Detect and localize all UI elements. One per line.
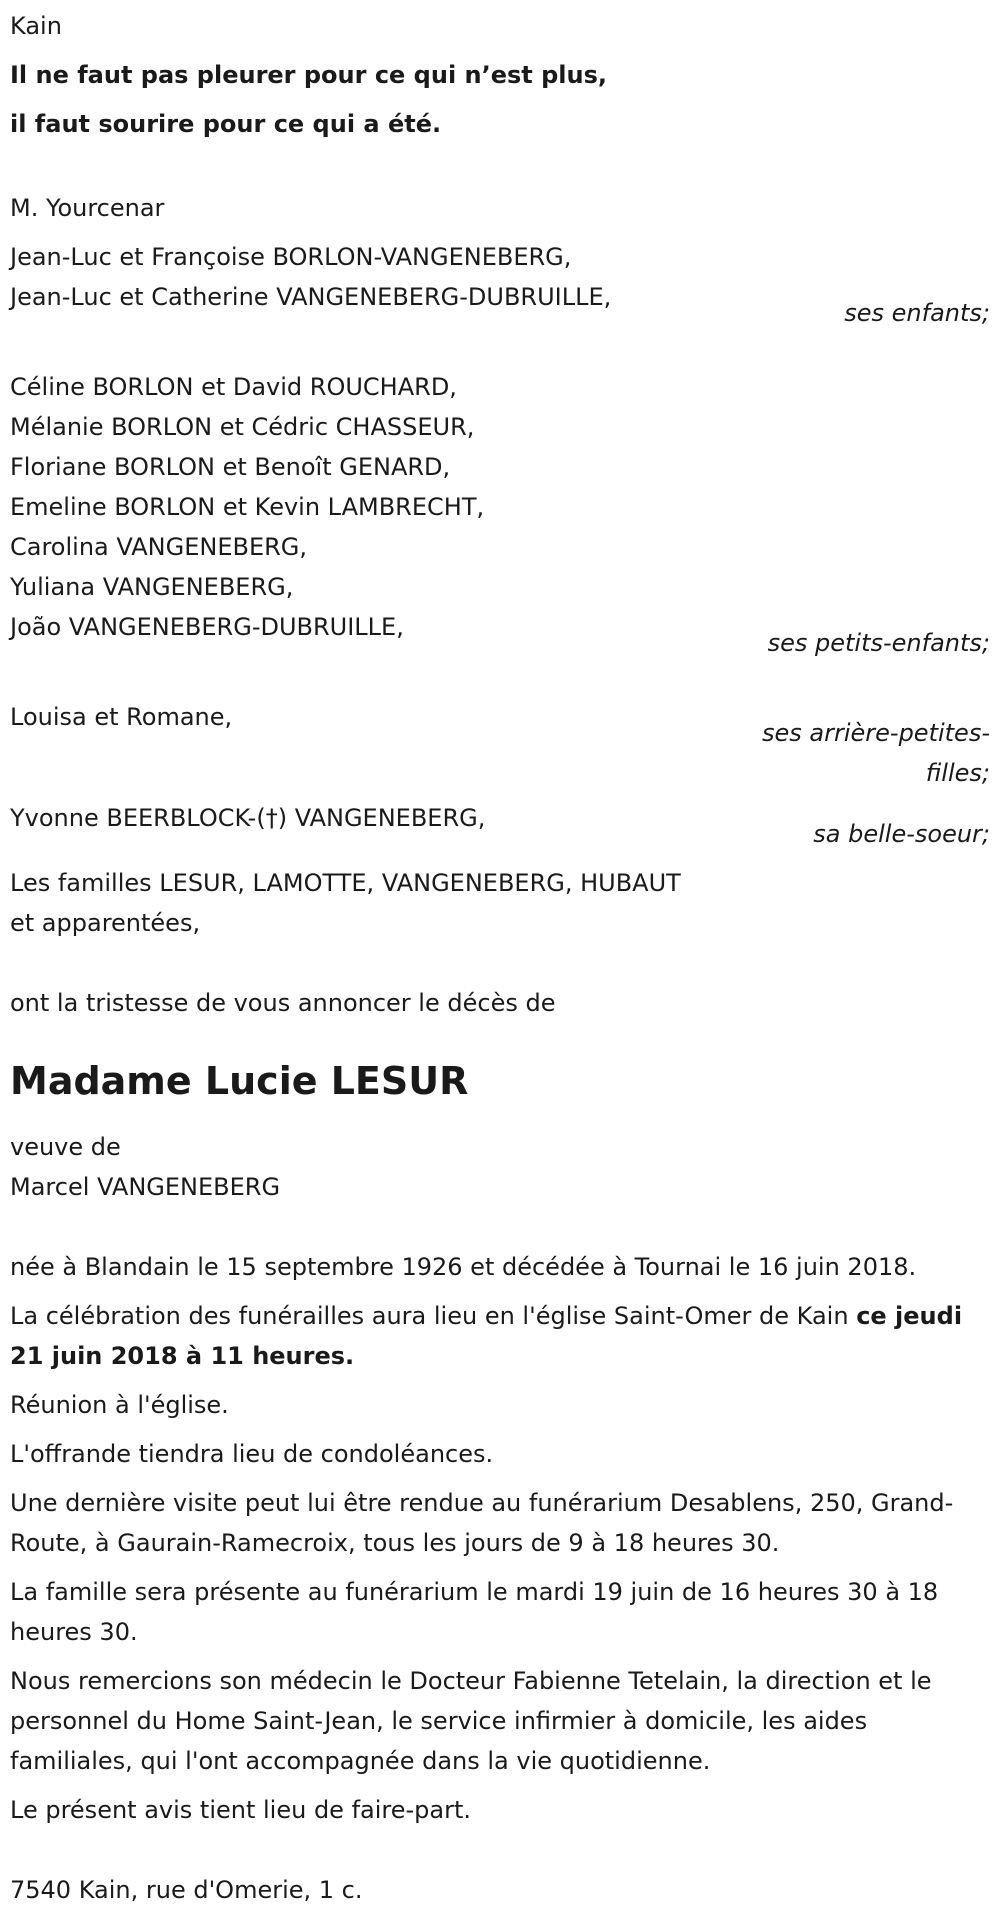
family-name: Yuliana VANGENEBERG, xyxy=(10,573,294,601)
family-name: Yvonne BEERBLOCK-(†) VANGENEBERG, xyxy=(10,804,486,832)
family-name: Louisa et Romane, xyxy=(10,703,233,731)
ceremony-info xyxy=(10,1296,990,1376)
family-name: Jean-Luc et Catherine VANGENEBERG-DUBRUILLE, xyxy=(10,283,612,311)
family-name: Carolina VANGENEBERG, xyxy=(10,533,308,561)
info-paragraph: Une dernière visite peut lui être rendue au funérarium Desablens, 250, Grand-Route, à Gaurain-Ramecroix, tous les jours de 9 à 18 heures 30. xyxy=(10,1489,954,1557)
location: Kain xyxy=(10,12,62,40)
family-group-grandchildren xyxy=(10,367,990,657)
ceremony-text: La célébration des funérailles aura lieu en l'église Saint-Omer de Kain xyxy=(10,1302,857,1330)
quote-line-2: il faut sourire pour ce qui a été. xyxy=(10,110,442,138)
quote-line-1: Il ne faut pas pleurer pour ce qui n’est plus, xyxy=(10,61,608,89)
obituary-text xyxy=(10,6,990,1910)
family-name: Céline BORLON et David ROUCHARD, xyxy=(10,373,457,401)
family-name: Emeline BORLON et Kevin LAMBRECHT, xyxy=(10,493,485,521)
address: 7540 Kain, rue d'Omerie, 1 c. xyxy=(10,1876,363,1904)
family-group-great-granddaughters xyxy=(10,697,990,787)
quote-author: M. Yourcenar xyxy=(10,194,165,222)
info-paragraph: Nous remercions son médecin le Docteur Fabienne Tetelain, la direction et le personnel du Home Saint-Jean, le service infirmier à domicile, les aides familiales, qui l'ont accompagnée dans la vie quotidienne. xyxy=(10,1667,932,1775)
family-role-line: filles; xyxy=(925,759,990,787)
family-group-families xyxy=(10,863,990,943)
spouse-name: Marcel VANGENEBERG xyxy=(10,1173,281,1201)
widow-of-label: veuve de xyxy=(10,1133,121,1161)
deceased-name: Madame Lucie LESUR xyxy=(10,1059,469,1103)
family-name: Floriane BORLON et Benoît GENARD, xyxy=(10,453,451,481)
family-name: Mélanie BORLON et Cédric CHASSEUR, xyxy=(10,413,475,441)
family-role: sa belle-soeur; xyxy=(813,820,990,848)
ceremony-date: ce jeudi 21 juin 2018 à 11 heures. xyxy=(10,1302,963,1370)
info-paragraph: La famille sera présente au funérarium le mardi 19 juin de 16 heures 30 à 18 heures 30. xyxy=(10,1578,939,1646)
family-role: ses petits-enfants; xyxy=(767,629,990,657)
info-paragraph: Réunion à l'église. xyxy=(10,1391,229,1419)
info-paragraph: L'offrande tiendra lieu de condoléances. xyxy=(10,1440,494,1468)
announcement: ont la tristesse de vous annoncer le décès de xyxy=(10,989,556,1017)
family-group-sister-in-law xyxy=(10,798,990,848)
family-name: João VANGENEBERG-DUBRUILLE, xyxy=(10,613,404,641)
family-role: ses enfants; xyxy=(844,299,990,327)
family-name: Jean-Luc et Françoise BORLON-VANGENEBERG, xyxy=(10,243,572,271)
obituary-page xyxy=(0,6,1000,1904)
family-name: Les familles LESUR, LAMOTTE, VANGENEBERG, HUBAUT xyxy=(10,869,681,897)
family-role xyxy=(750,713,990,793)
info-paragraph: Le présent avis tient lieu de faire-part. xyxy=(10,1796,472,1824)
family-role-line: ses arrière-petites- xyxy=(762,719,990,747)
family-group-children xyxy=(10,237,990,327)
family-name: et apparentées, xyxy=(10,909,201,937)
birth-death: née à Blandain le 15 septembre 1926 et décédée à Tournai le 16 juin 2018. xyxy=(10,1253,917,1281)
